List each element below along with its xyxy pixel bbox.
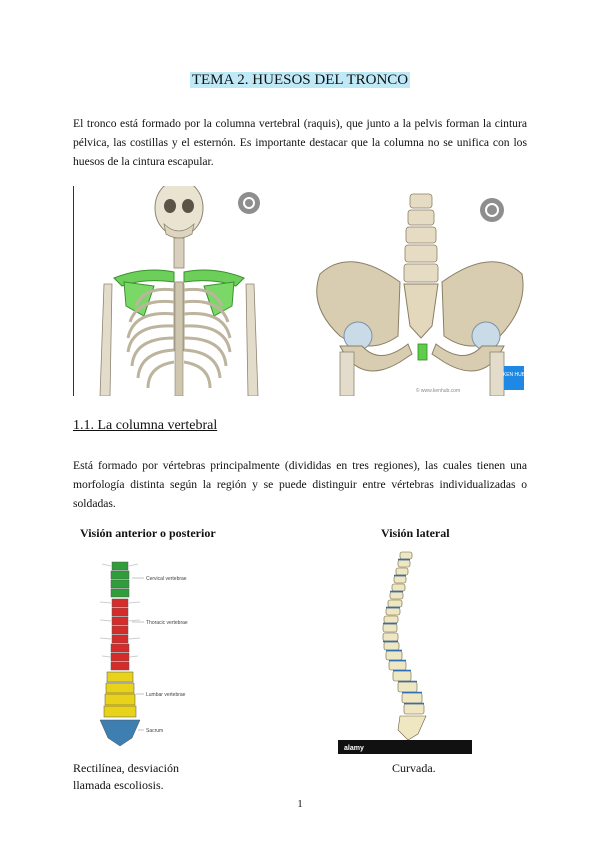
sacrum-label: Sacrum — [146, 728, 164, 734]
lumbar-label: Lumbar vertebrae — [146, 692, 186, 698]
cervical-label: Cervical vertebrae — [146, 576, 187, 582]
lateral-view-heading: Visión lateral — [381, 526, 450, 540]
section-heading: 1.1. La columna vertebral — [73, 418, 218, 433]
zoom-icon[interactable] — [480, 198, 504, 222]
anterior-spine-figure — [92, 552, 222, 752]
intro-paragraph: El tronco está formado por la columna vertebral (raquis), que junto a la pelvis forman la cintura pélvica, las costillas y el esternón. Es importante destacar que la columna no se unifica con los huesos de la cintura escapular. — [73, 117, 527, 168]
anterior-view-heading: Visión anterior o posterior — [80, 526, 216, 540]
lateral-watermark: alamy — [344, 745, 364, 752]
torso-skeleton-figure — [73, 186, 272, 396]
anterior-caption: Rectilínea, desviación llamada escoliosis. — [73, 761, 179, 792]
pelvis-badge-text: KEN HUB — [502, 372, 526, 378]
thoracic-label: Thoracic vertebrae — [146, 620, 188, 626]
pelvis-source: © www.kenhub.com — [415, 388, 461, 394]
page-title-text: TEMA 2. HUESOS DEL TRONCO — [191, 72, 409, 88]
lateral-spine-illustration — [338, 546, 472, 756]
section-paragraph: Está formado por vértebras principalmente (divididas en tres regiones), las cuales tienen una morfología distinta según la región y se puede distinguir entre vértebras individualizadas o soldadas. — [73, 459, 527, 510]
lateral-spine-figure — [338, 546, 472, 756]
page-title — [0, 72, 600, 89]
anterior-spine-illustration — [92, 552, 222, 752]
page-number: 1 — [297, 798, 303, 810]
torso-skeleton-illustration — [74, 186, 272, 396]
torso-zoom-icon[interactable] — [238, 192, 260, 214]
pelvis-figure — [300, 186, 528, 396]
lateral-caption: Curvada. — [392, 761, 436, 775]
